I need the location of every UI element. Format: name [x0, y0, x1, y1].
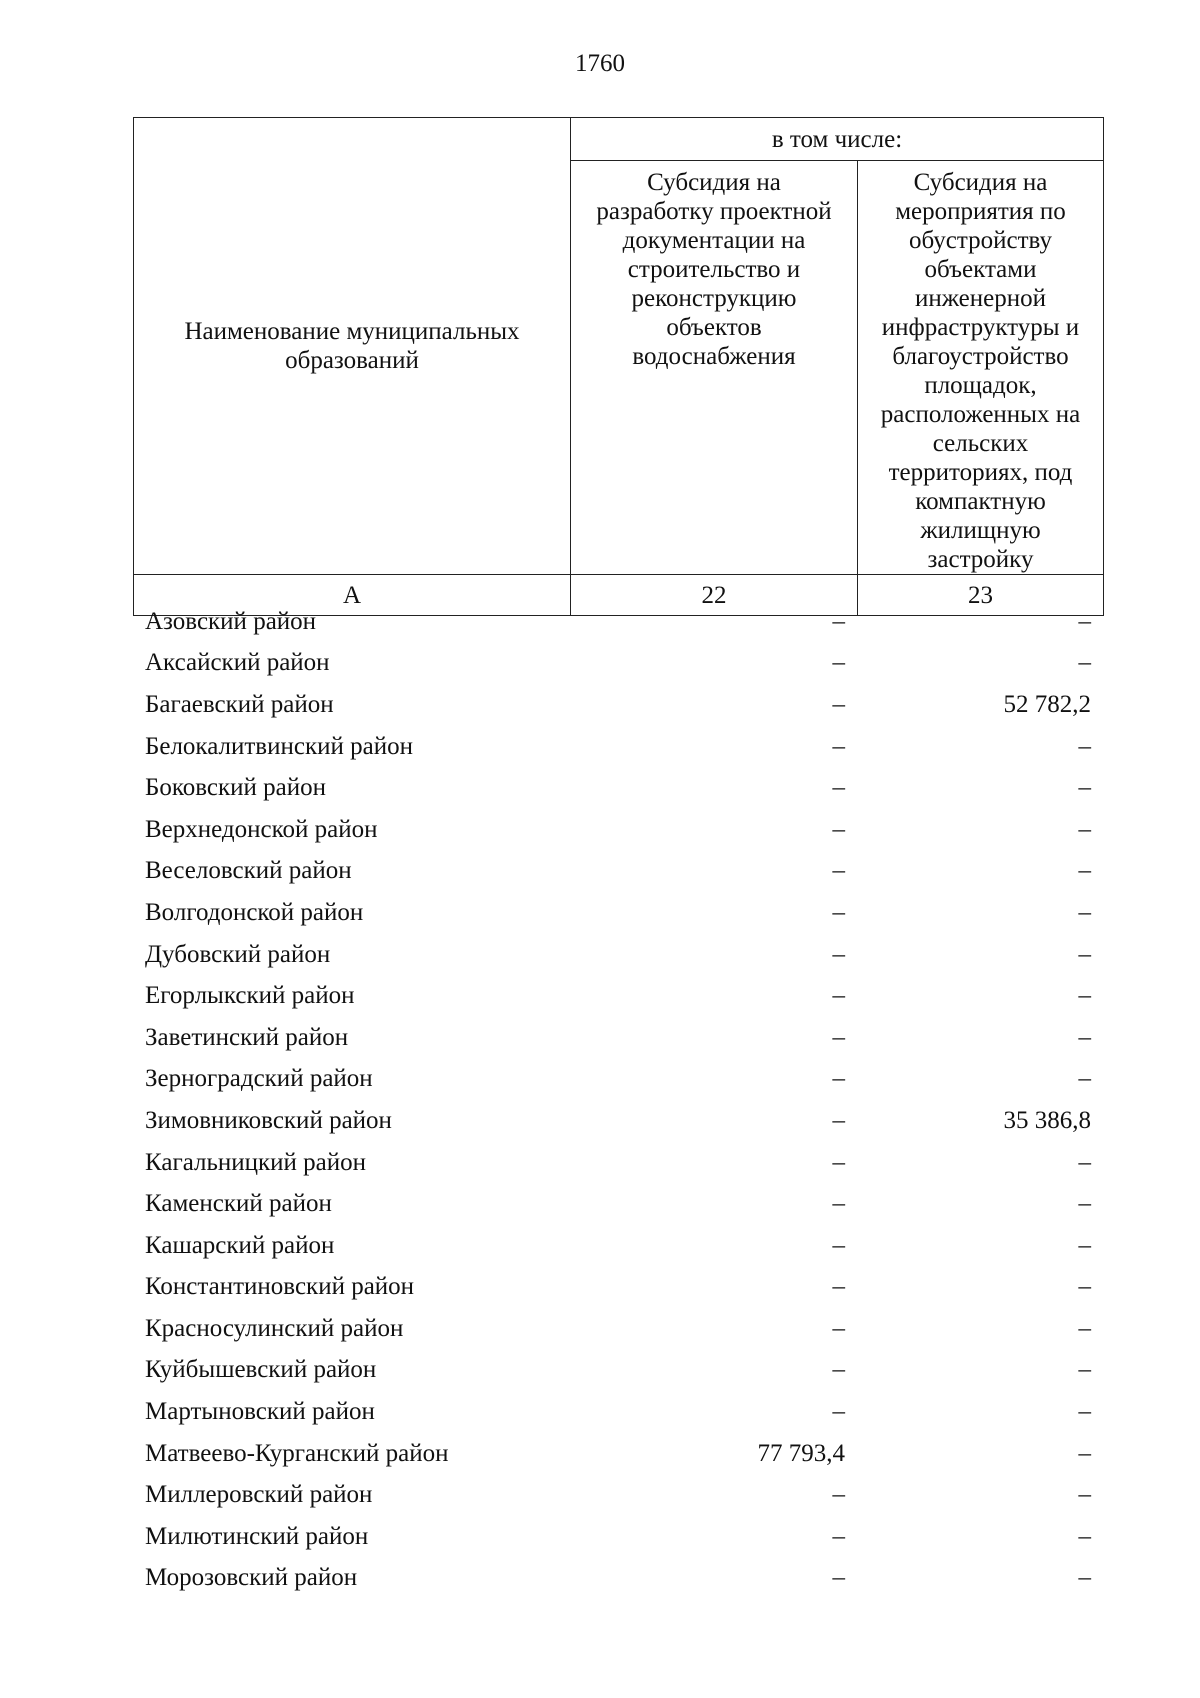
row-col22: – [832, 815, 845, 843]
table-row [133, 1391, 1103, 1433]
row-col22: – [832, 1106, 845, 1134]
row-name: Зимовниковский район [145, 1106, 392, 1134]
table-body [133, 601, 1103, 1599]
row-name: Матвеево-Курганский район [145, 1439, 449, 1467]
row-col22: – [832, 1356, 845, 1384]
row-col23: – [1078, 649, 1091, 677]
table-row [133, 851, 1103, 893]
row-col23: 52 782,2 [1003, 690, 1091, 718]
row-col23: – [1078, 1439, 1091, 1467]
table-row [133, 1267, 1103, 1309]
row-col22: – [832, 732, 845, 760]
row-col23: – [1078, 1231, 1091, 1259]
row-name: Волгодонской район [145, 898, 364, 926]
row-col22: – [832, 1398, 845, 1426]
table-row [133, 1433, 1103, 1475]
row-name: Азовский район [145, 607, 317, 635]
row-col22: – [832, 1023, 845, 1051]
row-name: Милютинский район [145, 1522, 369, 1550]
table-row [133, 1142, 1103, 1184]
row-col23: 35 386,8 [1003, 1106, 1091, 1134]
row-col23: – [1078, 982, 1091, 1010]
row-col22: – [832, 898, 845, 926]
including-header: в том числе: [571, 118, 1104, 161]
row-col22: – [832, 1314, 845, 1342]
row-name: Дубовский район [145, 940, 331, 968]
name-column-header: Наименование муниципальных образований [134, 118, 571, 575]
row-name: Боковский район [145, 774, 326, 802]
row-name: Каменский район [145, 1190, 332, 1218]
row-col22: – [832, 982, 845, 1010]
row-col23: – [1078, 1065, 1091, 1093]
table-row [133, 934, 1103, 976]
row-name: Аксайский район [145, 649, 330, 677]
row-col22: – [832, 649, 845, 677]
row-col23: – [1078, 732, 1091, 760]
code-22: 22 [571, 575, 858, 616]
row-col23: – [1078, 1356, 1091, 1384]
row-name: Миллеровский район [145, 1481, 373, 1509]
row-col22: – [832, 774, 845, 802]
row-col22: – [832, 1065, 845, 1093]
table-row [133, 809, 1103, 851]
table-row [133, 1100, 1103, 1142]
row-col23: – [1078, 1190, 1091, 1218]
row-col23: – [1078, 1273, 1091, 1301]
row-name: Егорлыкский район [145, 982, 355, 1010]
row-name: Верхнедонской район [145, 815, 378, 843]
row-col22: – [832, 690, 845, 718]
row-name: Кашарский район [145, 1231, 335, 1259]
table-row [133, 643, 1103, 685]
row-name: Мартыновский район [145, 1398, 375, 1426]
row-name: Заветинский район [145, 1023, 349, 1051]
row-col22: 77 793,4 [757, 1439, 845, 1467]
table-row [133, 1308, 1103, 1350]
code-23: 23 [858, 575, 1104, 616]
row-col23: – [1078, 898, 1091, 926]
row-name: Морозовский район [145, 1564, 358, 1592]
table-row [133, 1516, 1103, 1558]
row-col23: – [1078, 940, 1091, 968]
table-row [133, 767, 1103, 809]
row-col22: – [832, 607, 845, 635]
row-col23: – [1078, 1314, 1091, 1342]
table-row [133, 1017, 1103, 1059]
row-col22: – [832, 1231, 845, 1259]
row-col22: – [832, 1481, 845, 1509]
row-name: Веселовский район [145, 857, 352, 885]
row-name: Куйбышевский район [145, 1356, 377, 1384]
row-col23: – [1078, 1564, 1091, 1592]
row-name: Белокалитвинский район [145, 732, 413, 760]
row-col23: – [1078, 1148, 1091, 1176]
table-row [133, 975, 1103, 1017]
row-name: Зерноградский район [145, 1065, 373, 1093]
row-col22: – [832, 857, 845, 885]
row-name: Константиновский район [145, 1273, 415, 1301]
row-name: Красносулинский район [145, 1314, 404, 1342]
table-row [133, 892, 1103, 934]
row-col23: – [1078, 815, 1091, 843]
table-row [133, 1474, 1103, 1516]
row-col22: – [832, 940, 845, 968]
table-row [133, 684, 1103, 726]
table-row [133, 1350, 1103, 1392]
table-header [133, 117, 1104, 616]
table-row [133, 1183, 1103, 1225]
row-col22: – [832, 1190, 845, 1218]
row-col23: – [1078, 774, 1091, 802]
page-number: 1760 [575, 50, 625, 77]
table-row [133, 1558, 1103, 1600]
table-row [133, 1225, 1103, 1267]
row-col23: – [1078, 1522, 1091, 1550]
row-col22: – [832, 1273, 845, 1301]
code-a: А [134, 575, 571, 616]
row-col23: – [1078, 1481, 1091, 1509]
row-name: Багаевский район [145, 690, 334, 718]
table-row [133, 726, 1103, 768]
row-col22: – [832, 1148, 845, 1176]
row-col23: – [1078, 607, 1091, 635]
col22-header: Субсидия на разработку проектной документации на строительство и реконструкцию объектов водоснабжения [571, 161, 858, 575]
col23-header: Субсидия на мероприятия по обустройству объектами инженерной инфраструктуры и благоустройство площадок, расположенных на сельских территориях, под компактную жилищную застройку [858, 161, 1104, 575]
row-col22: – [832, 1522, 845, 1550]
table-row [133, 601, 1103, 643]
table-row [133, 1059, 1103, 1101]
row-col22: – [832, 1564, 845, 1592]
row-col23: – [1078, 1398, 1091, 1426]
row-col23: – [1078, 857, 1091, 885]
row-col23: – [1078, 1023, 1091, 1051]
row-name: Кагальницкий район [145, 1148, 367, 1176]
